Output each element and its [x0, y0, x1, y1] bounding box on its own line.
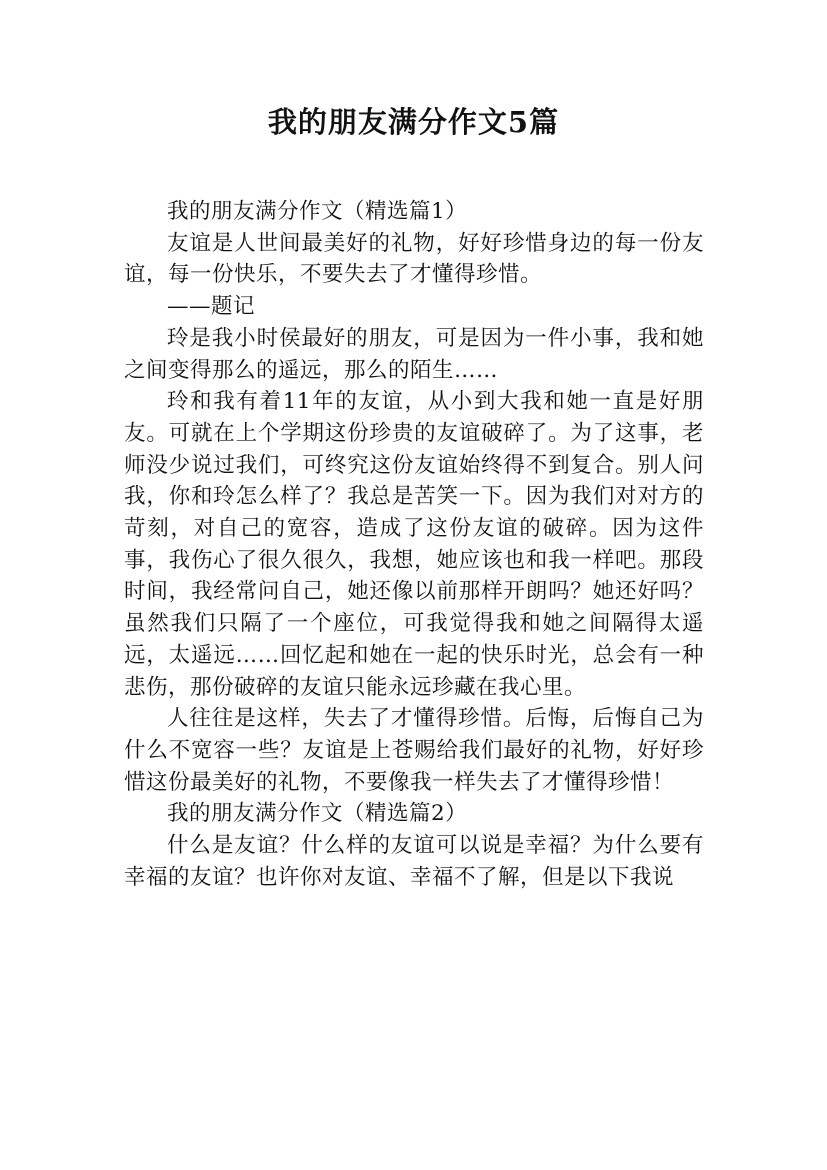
document-title: 我的朋友满分作文5篇	[267, 105, 560, 139]
document-body	[124, 196, 704, 893]
section-heading-2: 我的朋友满分作文（精选篇2）	[167, 801, 468, 827]
paragraph: 友谊是人世间最美好的礼物，好好珍惜身边的每一份友谊，每一份快乐，不要失去了才懂得珍惜。	[124, 230, 704, 288]
paragraph: 玲是我小时侯最好的朋友，可是因为一件小事，我和她之间变得那么的遥远，那么的陌生……	[124, 325, 704, 383]
epigraph-attribution: ——题记	[167, 294, 256, 320]
paragraph: 玲和我有着11年的友谊，从小到大我和她一直是好朋友。可就在上个学期这份珍贵的友谊破碎了。为了这事，老师没少说过我们，可终究这份友谊始终得不到复合。别人问我，你和玲怎么样了？我总是苦笑一下。因为我们对对方的苛刻，对自己的宽容，造成了这份友谊的破碎。因为这件事，我伤心了很久很久，我想，她应该也和我一样吧。那段时间，我经常问自己，她还像以前那样开朗吗？她还好吗？虽然我们只隔了一个座位，可我觉得我和她之间隔得太遥远，太遥远……回忆起和她在一起的快乐时光，总会有一种悲伤，那份破碎的友谊只能永远珍藏在我心里。	[124, 389, 704, 700]
paragraph: 什么是友谊？什么样的友谊可以说是幸福？为什么要有幸福的友谊？也许你对友谊、幸福不了解，但是以下我说	[124, 833, 704, 890]
paragraph: 人往往是这样，失去了才懂得珍惜。后悔，后悔自己为什么不宽容一些？友谊是上苍赐给我们最好的礼物，好好珍惜这份最美好的礼物，不要像我一样失去了才懂得珍惜！	[124, 706, 704, 795]
section-heading-1: 我的朋友满分作文（精选篇1）	[167, 199, 468, 224]
